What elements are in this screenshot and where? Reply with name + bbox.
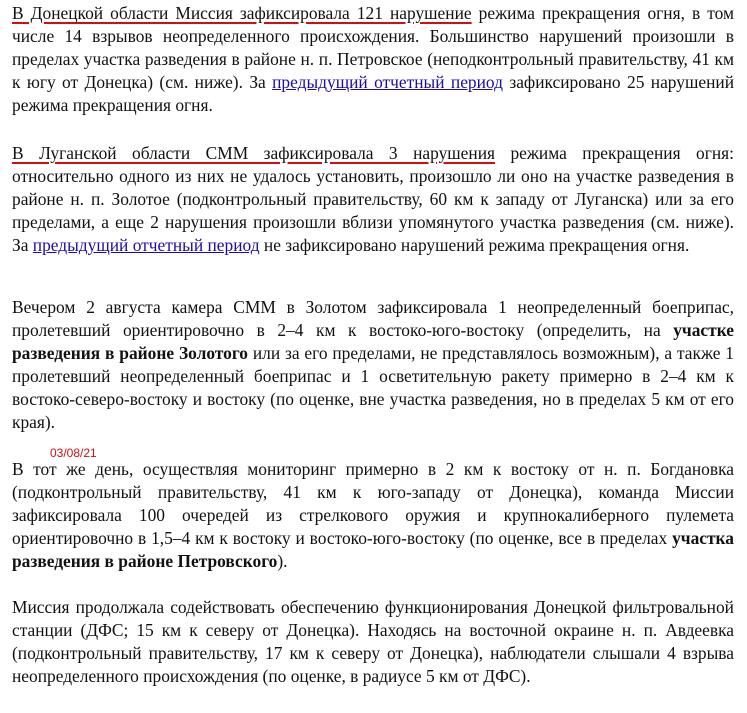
paragraph-luhansk bbox=[12, 142, 734, 257]
bold-zolote-disengagement-area: участке разведения в районе Золотого bbox=[12, 320, 734, 363]
paragraph-donetsk bbox=[12, 2, 734, 117]
paragraph-text: Вечером 2 августа камера СММ в Золотом зафиксировала 1 неопределенный боеприпас, пролетевший ориентировочно в 2–4 км к востоко-юго-востоку (определить, на bbox=[12, 297, 734, 340]
handwritten-date-annotation: 03/08/21 bbox=[50, 446, 97, 460]
paragraph-text: зафиксировано 25 нарушений режима прекращения огня. bbox=[12, 72, 734, 115]
previous-period-link[interactable]: предыдущий отчетный период bbox=[32, 235, 260, 255]
previous-period-link[interactable]: предыдущий отчетный период bbox=[272, 72, 503, 92]
paragraph-bohdanivka bbox=[12, 458, 734, 573]
paragraph-text: режима прекращения огня: относительно одного из них не удалось установить, произошло ли оно на участке разведения в районе н. п. Золотое (подконтрольный правительству, 60 км к западу от Луганска) или за его пределами, а еще 2 нарушения произошли вблизи упомянутого участка разведения (см. ниже). За bbox=[12, 143, 735, 255]
paragraph-text: В тот же день, осуществляя мониторинг примерно в 2 км к востоку от н. п. Богдановка (подконтрольный правительству, 41 км к юго-западу от Донецка), команда Миссии зафиксировала 100 очередей из стрелкового оружия и крупнокалиберного пулемета ориентировочно в 1,5–4 км к востоку и востоко-юго-востоку (по оценке, все в пределах bbox=[12, 459, 734, 548]
paragraph-text: или за его пределами, не представлялось возможным), а также 1 пролетевший неопределенный боеприпас и 1 осветительную ракету примерно в 2–4 км к востоко-северо-востоку и востоку (по оценке, вне участка разведения, но в пределах 5 км от его края). bbox=[12, 343, 734, 432]
highlight-donetsk-violations: В Донецкой области Миссия зафиксировала 121 нарушение bbox=[12, 3, 472, 23]
highlight-luhansk-violations: В Луганской области СММ зафиксировала 3 нарушения bbox=[12, 143, 495, 163]
paragraph-zolote-camera bbox=[12, 296, 734, 434]
paragraph-text: режима прекращения огня, в том числе 14 взрывов неопределенного происхождения. Большинство нарушений произошли в пределах участка разведения в районе н. п. Петровское (неподконтрольный правительству, 41 км к югу от Донецка) (см. ниже). За bbox=[12, 3, 734, 92]
paragraph-text: ). bbox=[277, 551, 288, 571]
paragraph-dfs bbox=[12, 596, 734, 688]
paragraph-text: не зафиксировано нарушений режима прекращения огня. bbox=[259, 235, 690, 255]
paragraph-text: Миссия продолжала содействовать обеспечению функционирования Донецкой фильтровальной станции (ДФС; 15 км к северу от Донецка). Находясь на восточной окраине н. п. Авдеевка (подконтрольный правительству, 17 км к северу от Донецка), наблюдатели слышали 4 взрыва неопределенного происхождения (по оценке, в радиусе 5 км от ДФС). bbox=[12, 597, 734, 686]
bold-petrivske-disengagement-area: участка разведения в районе Петровского bbox=[12, 528, 734, 571]
